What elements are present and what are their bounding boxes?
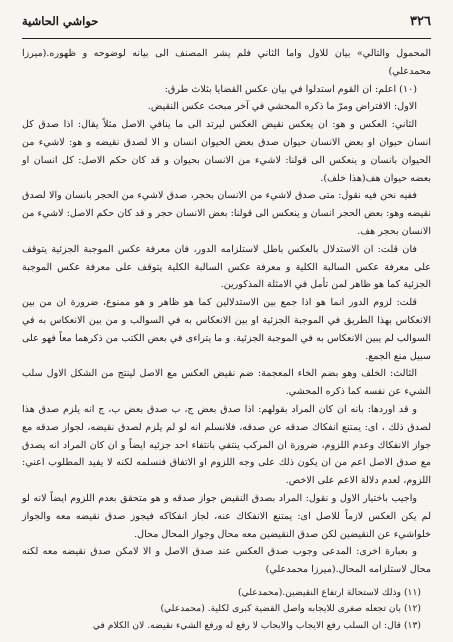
footnote: (١٢) بان تجعله صغرى للايجابه واصل القضية كبرى لكلية. (محمدعلي) (160, 603, 421, 615)
footnote: (١٣) قال: ان السلب رفع الايجاب والايجاب لا رفع له ورفع الشيء نقيضه. لان الكلام في (92, 619, 421, 631)
body-text (22, 45, 431, 579)
paragraph: واجيب باختيار الاول و نقول: المراد بصدق النقيض جواز صدقه و هو متحقق بعدم اللزوم ايضاً لانه لو لم يكن العكس لازماً للاصل اى: يمتنع الانفكاك عنه، لجاز انفكاكه فيجوز صدق نقيضه معه والجواز خلواشيء عن النقيضين لكن صدق النقيضين معه محال وجواز المحال محال. (22, 492, 431, 540)
paragraph: الثالث: الخلف وهو بضم الخاء المعجمة: ضم نقيض العكس مع الاصل لينتج من الشكل الاول سلب الشيء عن نفسه كما ذكره المحشي. (22, 368, 431, 398)
footnotes (22, 585, 431, 635)
paragraph: و قد اوردها: بانه ان كان المراد بقولهم: اذا صدق بعض ج، ب صدق بعض ب، ج انه يلزم صدق هذا لصدق ذلك ، اى: يمتنع انفكاك صدقه عن صدقه، فلانسلم انه لو لم يلزم لصدق نقيضه، لجواز صدقه مع جواز الانفكاك وعدم اللزوم، ضرورة ان المركب ينتفي بانتفاء احد جزئيه ايضاً و ان كان المراد انه يصدق مع صدق الاصل اعم من ان يكون ذلك على وجه اللزوم او الاتفاق فنسلمه لكنه لا يفيد المطلوب اعني: اللزوم، لعدم دلالة الاعم على الاخص. (22, 403, 431, 487)
page-header (22, 10, 431, 32)
paragraph: قلت: لزوم الدور انما هو اذا جمع بين الاستدلالين كما هو ظاهر و هو ممنوع، ضرورة ان من بين الانعكاس بهذا الطريق في الموجبة الجزئية او بين الانعكاس به في السوالب و من بين الانعكاس به في السوالب لم يبين الانعكاس به في الموجبة الجزئية. و ما يتراءى في بعض الكتب من ذكرهما معاً فهو على سبيل منع الجمع. (22, 297, 431, 362)
paragraph: فان قلت: ان الاستدلال بالعكس باطل لاستلزامه الدور، فان معرفة عكس الموجبة الجزئية يتوقف على معرفة عكس السالبة الكلية و معرفة عكس السالبة الكلية يتوقف على معرفة عكس الموجبة الجزئية كما هو ظاهر لمن تأمل في الامثلة المذكورين. (22, 243, 431, 291)
running-title: حواشي الحاشية (22, 14, 99, 28)
paragraph: الاول: الافتراض ومرّ ما ذكره المحشي في آخر مبحث عكس النقيض. (147, 101, 417, 113)
header-rule (22, 38, 431, 39)
paragraph: و بعبارة اخرى: المدعى وجوب صدق العكس عند صدق الاصل و الا لامكن صدق نقيضه معه لكنه محال لاستلزامه المحال.(ميرزا محمدعلي) (22, 546, 431, 576)
page-number: ٣٢٦ (410, 14, 431, 29)
paragraph: الثاني: العكس و هو: ان يعكس نقيض العكس ليرتد الى ما ينافي الاصل مثلاً يقال: اذا صدق كل انسان حيوان او بعض الانسان حيوان صدق بعض الحيوان انسان و الا لصدق نقيضه و هو: لاشيء من الحيوان بانسان و ينعكس الى قولنا: لاشيء من الانسان بحيوان و قد كان حكم الاصل: كل انسان او بعضه حيوان هف(هذا خلف). (22, 119, 431, 184)
paragraph: (١٠) اعلم: ان القوم استدلوا في بيان عكس القضايا بثلاث طرق: (164, 83, 417, 95)
paragraph: ففيه نحن فيه نقول: متى صدق لاشيء من الانسان بحجر، صدق لاشيء من الحجر بانسان والا لصدق نقيضه وهو: بعض الحجر انسان و ينعكس الى قولنا: بعض الانسان حجر و قد كان حكم الاصل: لاشيء من الانسان بحجر هف. (22, 190, 431, 237)
footnote: (١١) وذلك لاستحالة ارتفاع النقيضين.(محمدعلي) (238, 586, 421, 598)
paragraph: المحمول والتالي» بيان للاول واما الثاني فلم يشر المصنف الى بيانه لوضوحه و ظهوره.(ميرزا محمدعلي) (22, 48, 431, 77)
